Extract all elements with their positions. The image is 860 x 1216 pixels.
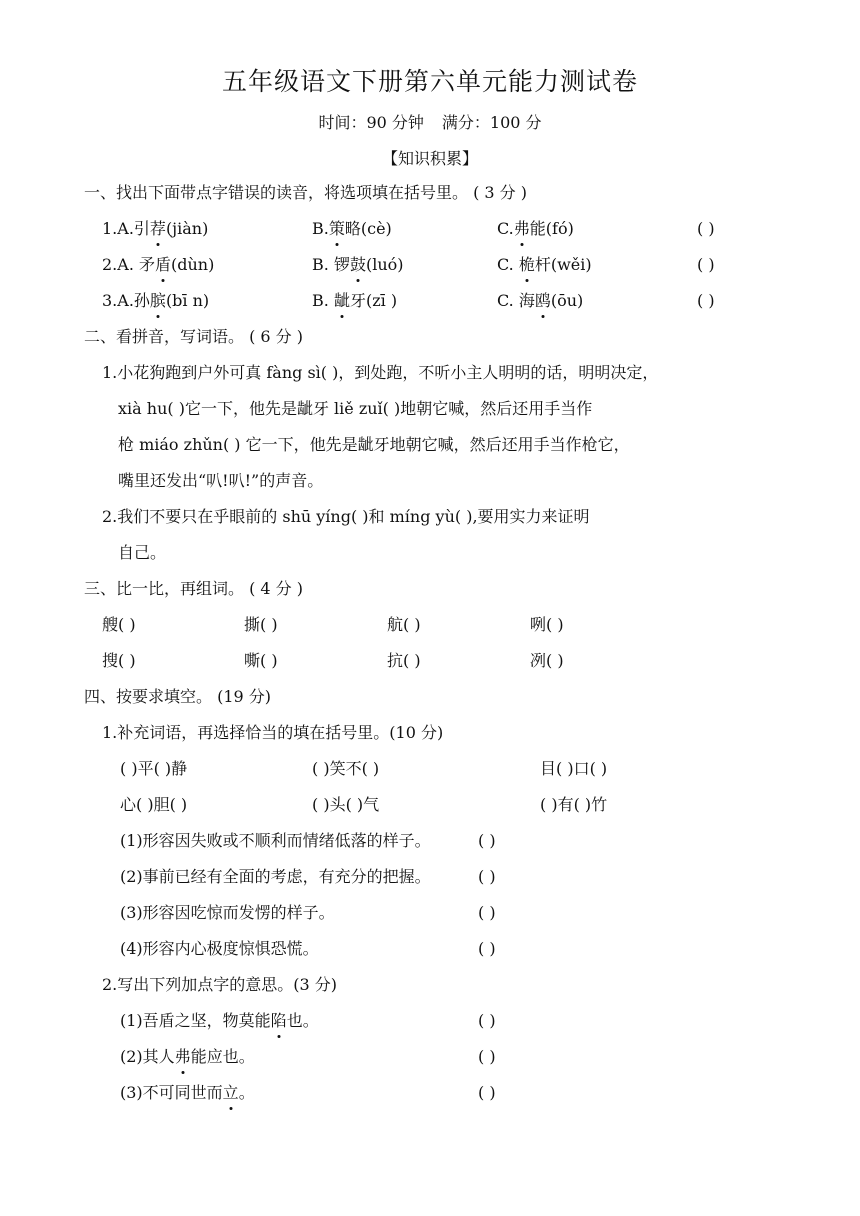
exam-meta <box>0 110 860 133</box>
definition-item <box>120 938 620 960</box>
idiom-blank[interactable]: ( )有( )竹 <box>540 795 608 814</box>
dotted-char: 弗 <box>174 1047 191 1066</box>
q3-heading: 三、比一比，再组词。 ( 4 分 ) <box>84 579 304 598</box>
dotted-char: 陷 <box>270 1011 287 1030</box>
q2-line-3: 枪 miáo zhǔn( ) 它一下，他先是龇牙地朝它喊，然后还用手当作枪它， <box>118 435 630 454</box>
definition-item <box>120 902 620 924</box>
dotted-char: 立 <box>222 1083 239 1102</box>
word-pair[interactable]: 咧( ) <box>530 615 564 634</box>
q2-heading: 二、看拼音，写词语。 ( 6 分 ) <box>84 327 304 346</box>
q1-row-2 <box>102 254 782 276</box>
q1-option-a: 2.A. 矛盾(dùn) <box>102 255 215 274</box>
meaning-item <box>120 1010 620 1032</box>
dotted-char: 龇 <box>333 291 350 310</box>
definition-item <box>120 830 620 852</box>
full-score: 满分：100 分 <box>441 113 542 132</box>
dotted-char: 鼓 <box>349 255 366 274</box>
word-pair[interactable]: 撕( ) <box>244 615 278 634</box>
answer-blank[interactable]: ( ) <box>697 291 715 310</box>
answer-blank[interactable]: ( ) <box>697 219 715 238</box>
sentence: (1)吾盾之坚，物莫能陷也。 <box>120 1011 319 1030</box>
q1-option-c: C. 海鸥(ōu) <box>497 291 584 310</box>
idiom-blank[interactable]: 心( )胆( ) <box>120 795 188 814</box>
idiom-row-2 <box>120 794 720 816</box>
idiom-blank[interactable]: 目( )口( ) <box>540 759 608 778</box>
word-pair[interactable]: 艘( ) <box>102 615 136 634</box>
idiom-row-1 <box>120 758 720 780</box>
answer-blank[interactable]: ( ) <box>478 1011 496 1030</box>
answer-blank[interactable]: ( ) <box>478 1083 496 1102</box>
q1-option-b: B.策略(cè) <box>312 219 392 238</box>
time-limit: 时间：90 分钟 <box>318 113 424 132</box>
q1-option-a: 3.A.孙膑(bī n) <box>102 291 210 310</box>
word-pair[interactable]: 冽( ) <box>530 651 564 670</box>
definition-item <box>120 866 620 888</box>
meaning-item <box>120 1046 620 1068</box>
meaning-item <box>120 1082 620 1104</box>
answer-blank[interactable]: ( ) <box>478 939 496 958</box>
q1-heading: 一、找出下面带点字错误的读音，将选项填在括号里。 ( 3 分 ) <box>84 183 528 202</box>
idiom-blank[interactable]: ( )笑不( ) <box>312 759 380 778</box>
idiom-blank[interactable]: ( )平( )静 <box>120 759 188 778</box>
definition-text: (1)形容因失败或不顺利而情绪低落的样子。 <box>120 831 431 850</box>
definition-text: (2)事前已经有全面的考虑，有充分的把握。 <box>120 867 431 886</box>
q2-line-4: 嘴里还发出“叭!叭!”的声音。 <box>118 471 324 490</box>
q2-line-6: 自己。 <box>118 543 167 562</box>
definition-text: (4)形容内心极度惊惧恐慌。 <box>120 939 319 958</box>
word-pair[interactable]: 嘶( ) <box>244 651 278 670</box>
dotted-char: 鸥 <box>534 291 551 310</box>
q1-option-b: B. 龇牙(zī ) <box>312 291 398 310</box>
q3-row-2 <box>102 650 662 672</box>
q4-heading: 四、按要求填空。 (19 分) <box>84 687 272 706</box>
q1-row-1 <box>102 218 782 240</box>
dotted-char: 策 <box>328 219 345 238</box>
q4-sub1-heading: 1.补充词语，再选择恰当的填在括号里。(10 分) <box>102 723 444 742</box>
q3-row-1 <box>102 614 662 636</box>
answer-blank[interactable]: ( ) <box>478 831 496 850</box>
sentence: (3)不可同世而立。 <box>120 1083 255 1102</box>
dotted-char: 荐 <box>149 219 166 238</box>
word-pair[interactable]: 航( ) <box>387 615 421 634</box>
q1-option-c: C.弗能(fó) <box>497 219 574 238</box>
q1-option-a: 1.A.引荐(jiàn) <box>102 219 209 238</box>
page-title: 五年级语文下册第六单元能力测试卷 <box>221 67 638 96</box>
q2-line-2: xià hu( )它一下，他先是龇牙 liě zuǐ( )地朝它喊，然后还用手当作 <box>118 399 593 418</box>
answer-blank[interactable]: ( ) <box>478 867 496 886</box>
q2-line-1: 1.小花狗跑到户外可真 fàng sì( )，到处跑，不听小主人明明的话，明明决定， <box>102 363 659 382</box>
dotted-char: 膑 <box>149 291 166 310</box>
q1-option-c: C. 桅杆(wěi) <box>497 255 592 274</box>
q2-line-5: 2.我们不要只在乎眼前的 shū yíng( )和 míng yù( ),要用实力来证明 <box>102 507 590 526</box>
dotted-char: 盾 <box>155 255 172 274</box>
idiom-blank[interactable]: ( )头( )气 <box>312 795 380 814</box>
q4-sub2-heading: 2.写出下列加点字的意思。(3 分) <box>102 975 338 994</box>
answer-blank[interactable]: ( ) <box>478 1047 496 1066</box>
definition-text: (3)形容因吃惊而发愣的样子。 <box>120 903 335 922</box>
q1-row-3 <box>102 290 782 312</box>
q1-option-b: B. 锣鼓(luó) <box>312 255 404 274</box>
answer-blank[interactable]: ( ) <box>478 903 496 922</box>
dotted-char: 桅 <box>518 255 535 274</box>
word-pair[interactable]: 抗( ) <box>387 651 421 670</box>
word-pair[interactable]: 搜( ) <box>102 651 136 670</box>
dotted-char: 弗 <box>513 219 530 238</box>
section-label: 【知识积累】 <box>381 149 478 168</box>
sentence: (2)其人弗能应也。 <box>120 1047 255 1066</box>
answer-blank[interactable]: ( ) <box>697 255 715 274</box>
